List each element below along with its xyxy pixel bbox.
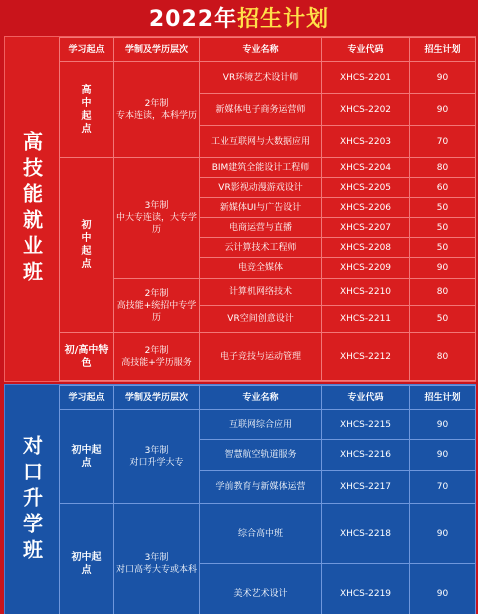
header-code: 专业代码	[322, 386, 410, 410]
code-cell: XHCS-2202	[322, 94, 410, 126]
code-cell: XHCS-2211	[322, 306, 410, 333]
section-label-high-skill: 高技能就业班	[5, 37, 60, 381]
plan-cell: 60	[410, 178, 476, 198]
major-cell: VR环境艺术设计师	[200, 62, 322, 94]
code-cell: XHCS-2219	[322, 564, 410, 614]
code-cell: XHCS-2207	[322, 218, 410, 238]
table-row	[60, 62, 476, 94]
table-row	[60, 410, 476, 440]
code-cell: XHCS-2216	[322, 440, 410, 471]
plan-cell: 50	[410, 198, 476, 218]
code-cell: XHCS-2209	[322, 258, 410, 279]
system-cell: 2年制 高技能+统招中专学历	[114, 279, 200, 333]
major-cell: 学前教育与新媒体运营	[200, 471, 322, 504]
header-start: 学习起点	[60, 386, 114, 410]
code-cell: XHCS-2210	[322, 279, 410, 306]
major-cell: 新媒体UI与广告设计	[200, 198, 322, 218]
start-point-cell: 初中起点	[60, 158, 114, 333]
start-point-cell: 高中起点	[60, 62, 114, 158]
header-major: 专业名称	[200, 386, 322, 410]
section-high-skill	[4, 36, 476, 382]
system-cell: 2年制 高技能+学历服务	[114, 333, 200, 381]
code-cell: XHCS-2217	[322, 471, 410, 504]
header-plan: 招生计划	[410, 386, 476, 410]
header-system: 学制及学历层次	[114, 386, 200, 410]
plan-cell: 50	[410, 306, 476, 333]
section-admission	[4, 384, 476, 614]
code-cell: XHCS-2215	[322, 410, 410, 440]
major-cell: 电竞全媒体	[200, 258, 322, 279]
system-cell: 3年制 对口高考大专或本科	[114, 504, 200, 614]
start-point-cell: 初中起点	[60, 410, 114, 504]
code-cell: XHCS-2208	[322, 238, 410, 258]
plan-table-high-skill	[59, 37, 476, 381]
code-cell: XHCS-2212	[322, 333, 410, 381]
plan-cell: 80	[410, 158, 476, 178]
system-cell: 2年制 专本连读，本科学历	[114, 62, 200, 158]
table-row	[60, 158, 476, 178]
header-start: 学习起点	[60, 38, 114, 62]
code-cell: XHCS-2206	[322, 198, 410, 218]
header-code: 专业代码	[322, 38, 410, 62]
table-row	[60, 279, 476, 306]
plan-cell: 90	[410, 94, 476, 126]
title-highlight: 招生计划	[237, 6, 330, 32]
start-point-cell: 初中起点	[60, 504, 114, 614]
major-cell: 智慧航空轨道服务	[200, 440, 322, 471]
code-cell: XHCS-2218	[322, 504, 410, 564]
code-cell: XHCS-2203	[322, 126, 410, 158]
major-cell: 新媒体电子商务运营师	[200, 94, 322, 126]
major-cell: 工业互联网与大数据应用	[200, 126, 322, 158]
system-cell: 3年制 中大专连读，大专学历	[114, 158, 200, 279]
major-cell: 综合高中班	[200, 504, 322, 564]
major-cell: 电子竞技与运动管理	[200, 333, 322, 381]
plan-cell: 80	[410, 333, 476, 381]
major-cell: 云计算技术工程师	[200, 238, 322, 258]
code-cell: XHCS-2205	[322, 178, 410, 198]
page-title	[0, 0, 478, 34]
code-cell: XHCS-2201	[322, 62, 410, 94]
plan-cell: 90	[410, 564, 476, 614]
major-cell: 美术艺术设计	[200, 564, 322, 614]
title-year: 2022年	[148, 6, 238, 32]
plan-cell: 90	[410, 410, 476, 440]
plan-cell: 90	[410, 62, 476, 94]
plan-cell: 70	[410, 471, 476, 504]
header-system: 学制及学历层次	[114, 38, 200, 62]
plan-cell: 70	[410, 126, 476, 158]
plan-cell: 80	[410, 279, 476, 306]
plan-cell: 50	[410, 218, 476, 238]
header-plan: 招生计划	[410, 38, 476, 62]
plan-cell: 50	[410, 238, 476, 258]
plan-table-admission	[59, 385, 476, 614]
plan-cell: 90	[410, 440, 476, 471]
code-cell: XHCS-2204	[322, 158, 410, 178]
header-major: 专业名称	[200, 38, 322, 62]
section-label-admission: 对口升学班	[5, 385, 60, 614]
plan-cell: 90	[410, 504, 476, 564]
start-point-cell: 初/高中特色	[60, 333, 114, 381]
major-cell: 互联网综合应用	[200, 410, 322, 440]
system-cell: 3年制 对口升学大专	[114, 410, 200, 504]
major-cell: VR影视动漫游戏设计	[200, 178, 322, 198]
major-cell: 电商运营与直播	[200, 218, 322, 238]
major-cell: VR空间创意设计	[200, 306, 322, 333]
major-cell: 计算机网络技术	[200, 279, 322, 306]
table-row	[60, 504, 476, 564]
major-cell: BIM建筑全能设计工程师	[200, 158, 322, 178]
table-header-row	[60, 386, 476, 410]
plan-cell: 90	[410, 258, 476, 279]
table-header-row	[60, 38, 476, 62]
table-row	[60, 333, 476, 381]
